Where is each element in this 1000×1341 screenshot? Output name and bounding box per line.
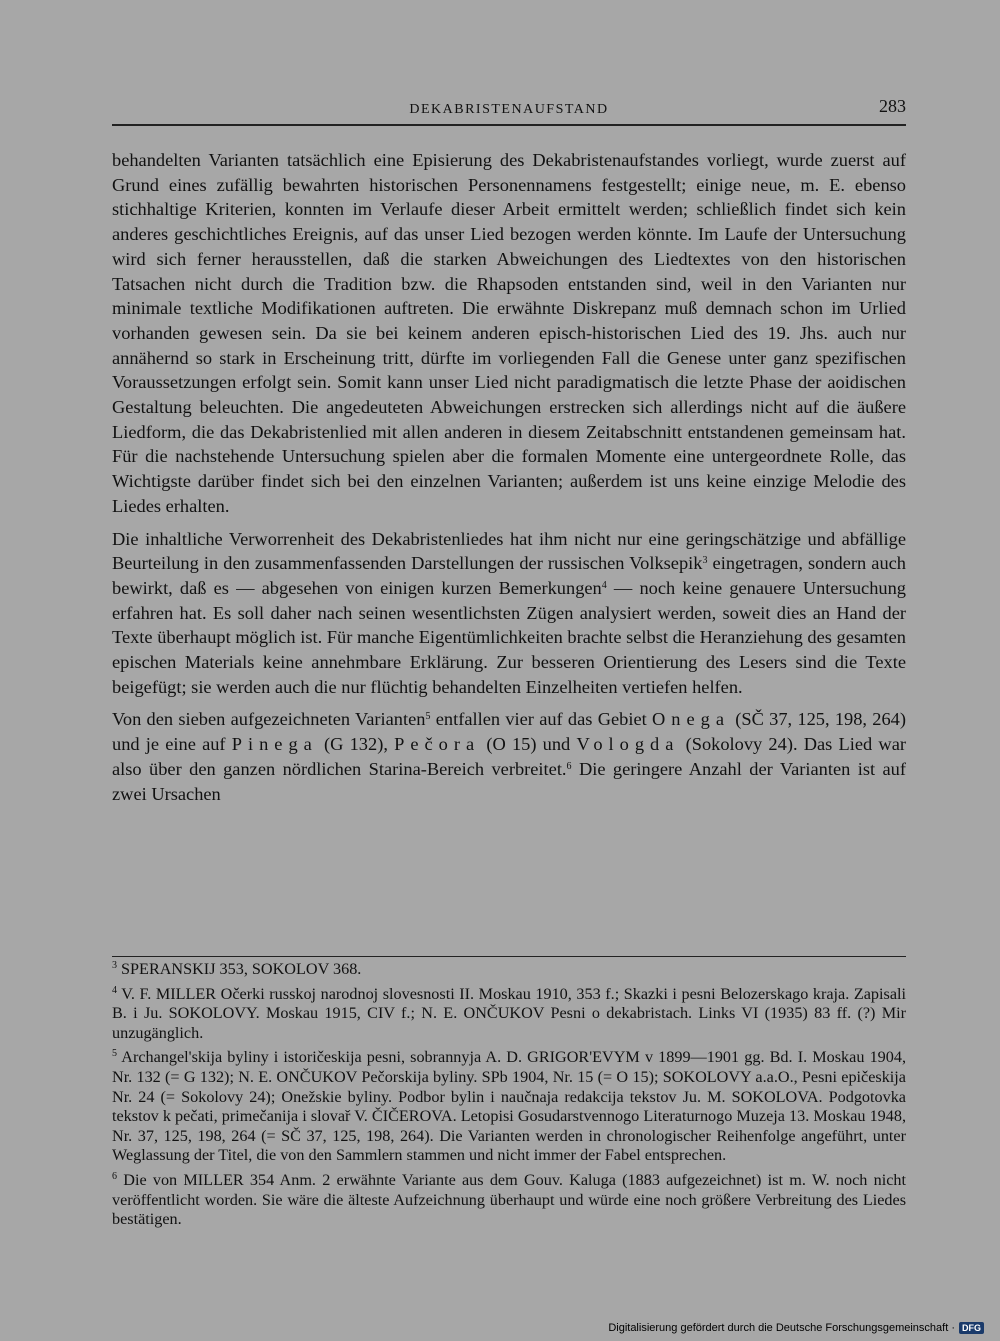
main-text <box>112 148 906 814</box>
running-head: DEKABRISTENAUFSTAND <box>409 102 609 117</box>
page-header <box>112 96 906 126</box>
paragraph-1: behandelten Varianten tatsächlich eine Episierung des Dekabristenaufstandes vorliegt, wurde zuerst auf Grund eines zufällig bewahrten historischen Personennamens festgestellt; einige neue, m. E. ebenso stichhaltige Kriterien, konnten im Verlaufe dieser Arbeit ermittelt werden; schließlich findet sich kein anderes geschichtliches Ereignis, auf das unser Lied bezogen werden könnte. Im Laufe der Untersuchung wird sich ferner herausstellen, daß die starken Abweichungen des Liedtextes von den historischen Tatsachen nicht durch die Tradition bzw. die Rhapsoden entstanden sind, weil in den Varianten nur minimale textliche Modifikationen auftreten. Die erwähnte Diskrepanz muß demnach schon im Urlied vorhanden gewesen sein. Da sie bei keinem anderen episch-historischen Lied des 19. Jhs. auch nur annähernd so stark in Erscheinung tritt, dürfte im vorliegenden Fall die Genese unter ganz spezifischen Voraussetzungen erfolgt sein. Somit kann unser Lied nicht paradigmatisch die letzte Phase der aoidischen Gestaltung beleuchten. Die angedeuteten Abweichungen erstrecken sich allerdings nicht auf die äußere Liedform, die das Dekabristenlied mit allen anderen in diesem Zeitabschnitt entstandenen gemeinsam hat. Für die nachstehende Untersuchung spielen aber die formalen Momente eine untergeordnete Rolle, das Wichtigste darüber findet sich bei den einzelnen Varianten; außerdem ist uns keine einzige Melodie des Liedes erhalten. <box>112 150 906 516</box>
footnote-6: $^6$ Die von MILLER 354 Anm. 2 erwähnte Variante aus dem Gouv. Kaluga (1883 aufgezeichnet) ist m. W. noch nicht veröffentlicht worden. Sie wäre die älteste Aufzeichnung überhaupt und würde eine noch größere Verbreitung des Liedes bestätigen. <box>112 1170 906 1229</box>
footnote-3: $^3$ SPERANSKIJ 353, SOKOLOV 368. <box>112 960 362 978</box>
page-number: 283 <box>879 96 906 116</box>
region-pinega: Pinega <box>231 734 318 755</box>
paragraph-2: Die inhaltliche Verworrenheit des Dekabristenliedes hat ihm nicht nur eine geringschätzige und abfällige Beurteilung in den zusammenfassenden Darstellungen der russischen Volksepik$^3$ eingetragen, sondern auch bewirkt, daß es — abgesehen von einigen kurzen Bemerkungen$^4$ — noch keine genauere Untersuchung erfahren hat. Es soll daher nach seinen wesentlichsten Zügen analysiert werden, soweit dies an Hand der Texte überhaupt möglich ist. Für manche Eigentümlichkeiten brachte selbst die Heranziehung des gesamten epischen Materials keine annehmbare Erklärung. Zur besseren Orientierung des Lesers sind die Texte beigefügt; sie werden auch die nur flüchtig behandelten Einzelheiten vertiefen helfen. <box>112 528 907 697</box>
footnote-ref-3: 3 <box>702 555 708 567</box>
footnote-ref-6: 6 <box>566 760 572 772</box>
credit-text: Digitalisierung gefördert durch die Deutsche Forschungsgemeinschaft · <box>608 1322 955 1334</box>
region-pecora: Pečora <box>394 734 481 755</box>
digitization-credit <box>608 1322 984 1334</box>
dfg-logo-icon: DFG <box>959 1322 984 1334</box>
footnote-ref-5: 5 <box>425 711 431 723</box>
paragraph-3: Von den sieben aufgezeichneten Varianten$^5$ entfallen vier auf das Gebiet Onega (SČ 37, 125, 198, 264) und je eine auf Pinega (G 132), Pečora (O 15) und Vologda (Sokolovy 24). Das Lied war also über den ganzen nördlichen Starina-Bereich verbreitet.$^6$ Die geringere Anzahl der Varianten ist auf zwei Ursachen <box>112 709 906 804</box>
footnote-4: $^4$ V. F. MILLER Očerki russkoj narodnoj slovesnosti II. Moskau 1910, 353 f.; Skazki i pesni Belozerskago kraja. Zapisali B. i Ju. SOKOLOVY. Moskau 1915, CIV f.; N. E. ONČUKOV Pesni o dekabristach. Links VI (1935) 83 ff. (?) Mir unzugänglich. <box>112 984 907 1042</box>
footnotes <box>112 960 906 1235</box>
region-onega: Onega <box>652 709 730 730</box>
footnote-ref-4: 4 <box>601 579 607 591</box>
region-vologda: Vologda <box>576 734 680 755</box>
footnote-5: $^5$ Archangel'skija byliny i istoričeskija pesni, sobrannyja A. D. GRIGOR'EVYM v 1899—1901 gg. Bd. I. Moskau 1904, Nr. 132 (= G 132); N. E. ONČUKOV Pečorskija byliny. SPb 1904, Nr. 15 (= O 15); SOKOLOVY a.a.O., Pesni epičeskija Nr. 24 (= Sokolovy 24); Onežskie byliny. Podbor bylin i naučnaja redakcija tekstov Ju. M. SOKOLOVA. Podgotovka tekstov k pečati, primečanija i slovař V. ČIČEROVA. Letopisi Gosudarstvennogo Literaturnogo Muzeja 13. Moskau 1948, Nr. 37, 125, 198, 264 (= SČ 37, 125, 198, 264). Die Varianten werden in chronologischer Reihenfolge angeführt, unter Weglassung der Titel, die von den Sammlern stammen und nicht immer der Fabel entsprechen. <box>112 1048 906 1165</box>
footnote-separator <box>112 956 906 957</box>
